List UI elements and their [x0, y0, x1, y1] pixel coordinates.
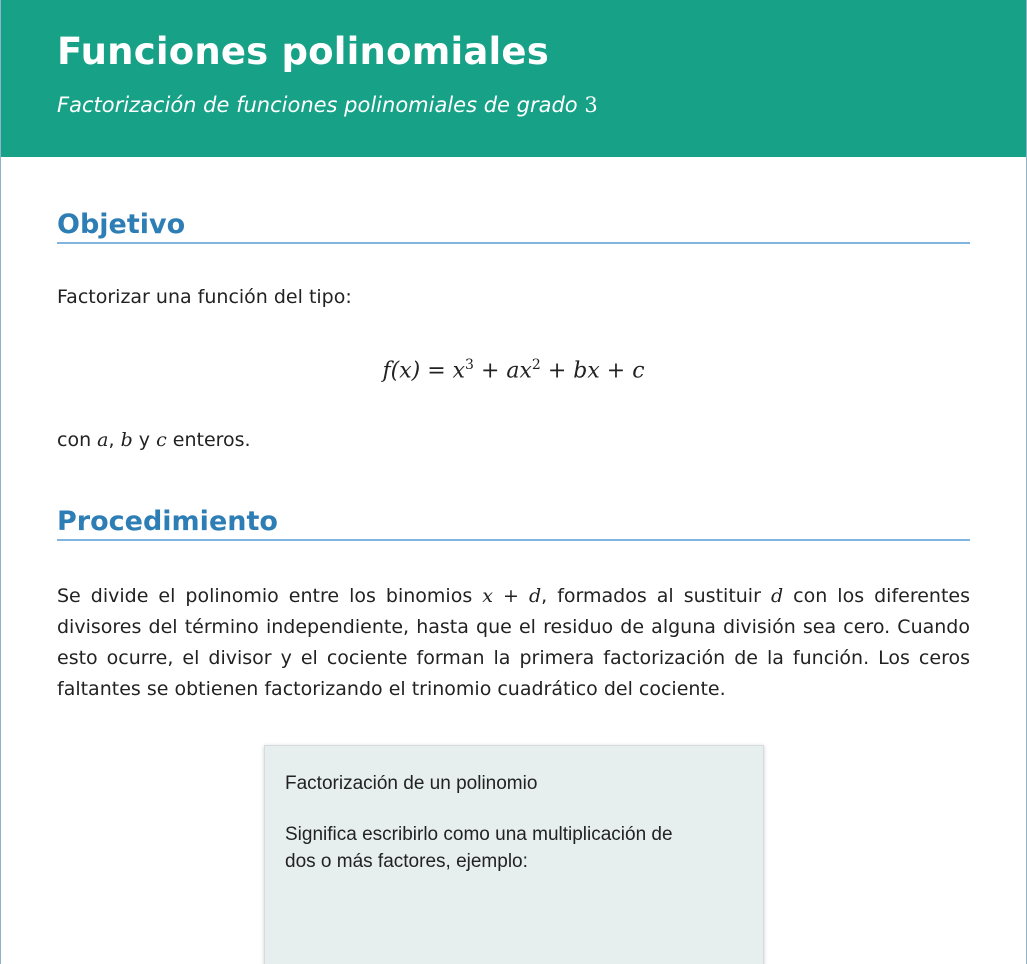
proc-text-3: con los diferentes divisores del término independiente, hasta que el residuo de alguna división sea cero. Cuando esto ocurre, el divisor y el cociente forman la primera factorización de la función. Los ceros faltantes se obtienen factorizando el trinomio cuadrático del cociente. — [57, 585, 971, 701]
page-subtitle — [57, 93, 970, 117]
page-title: Funciones polinomiales — [57, 30, 549, 73]
formula-lhs: f(x) — [382, 358, 421, 384]
proc-text-2: , formados al sustituir — [541, 585, 771, 608]
formula-term-3: bx — [573, 358, 600, 384]
definition-box — [264, 745, 764, 964]
proc-binomial: x + d — [482, 585, 542, 608]
formula-plus-2: + — [540, 358, 574, 384]
condition-y: y — [132, 429, 157, 452]
header-banner — [1, 0, 1026, 157]
condition-text-2: enteros. — [166, 429, 251, 452]
formula-plus-3: + — [599, 358, 633, 384]
formula-plus-1: + — [473, 358, 507, 384]
section-heading-procedimiento: Procedimiento — [57, 456, 970, 541]
section-heading-objetivo: Objetivo — [57, 157, 970, 244]
proc-text-1: Se divide el polinomio entre los binomios — [57, 585, 483, 608]
objetivo-condition — [57, 425, 970, 456]
condition-text-1: con — [57, 429, 98, 452]
formula-term-1: x — [452, 358, 466, 384]
proc-var-d: d — [770, 585, 784, 608]
var-b: b — [120, 429, 133, 452]
var-c: c — [156, 429, 167, 452]
var-a: a — [97, 429, 109, 452]
condition-comma: , — [108, 429, 121, 452]
definition-title: Factorización de un polinomio — [285, 773, 538, 794]
subtitle-degree: 3 — [584, 93, 598, 117]
definition-body: Significa escribirlo como una multiplicación de dos o más factores, ejemplo: — [285, 824, 673, 872]
objetivo-intro: Factorizar una función del tipo: — [57, 286, 352, 308]
formula-term-2: ax — [506, 358, 532, 384]
formula-term-4: c — [632, 358, 645, 384]
procedimiento-paragraph — [57, 581, 970, 705]
formula-equals: = — [420, 358, 453, 384]
formula-exp-1: 3 — [465, 357, 474, 373]
polynomial-formula — [57, 357, 970, 383]
content — [1, 157, 1026, 705]
subtitle-text: Factorización de funciones polinomiales de grado — [57, 93, 585, 117]
formula-exp-2: 2 — [531, 357, 541, 373]
